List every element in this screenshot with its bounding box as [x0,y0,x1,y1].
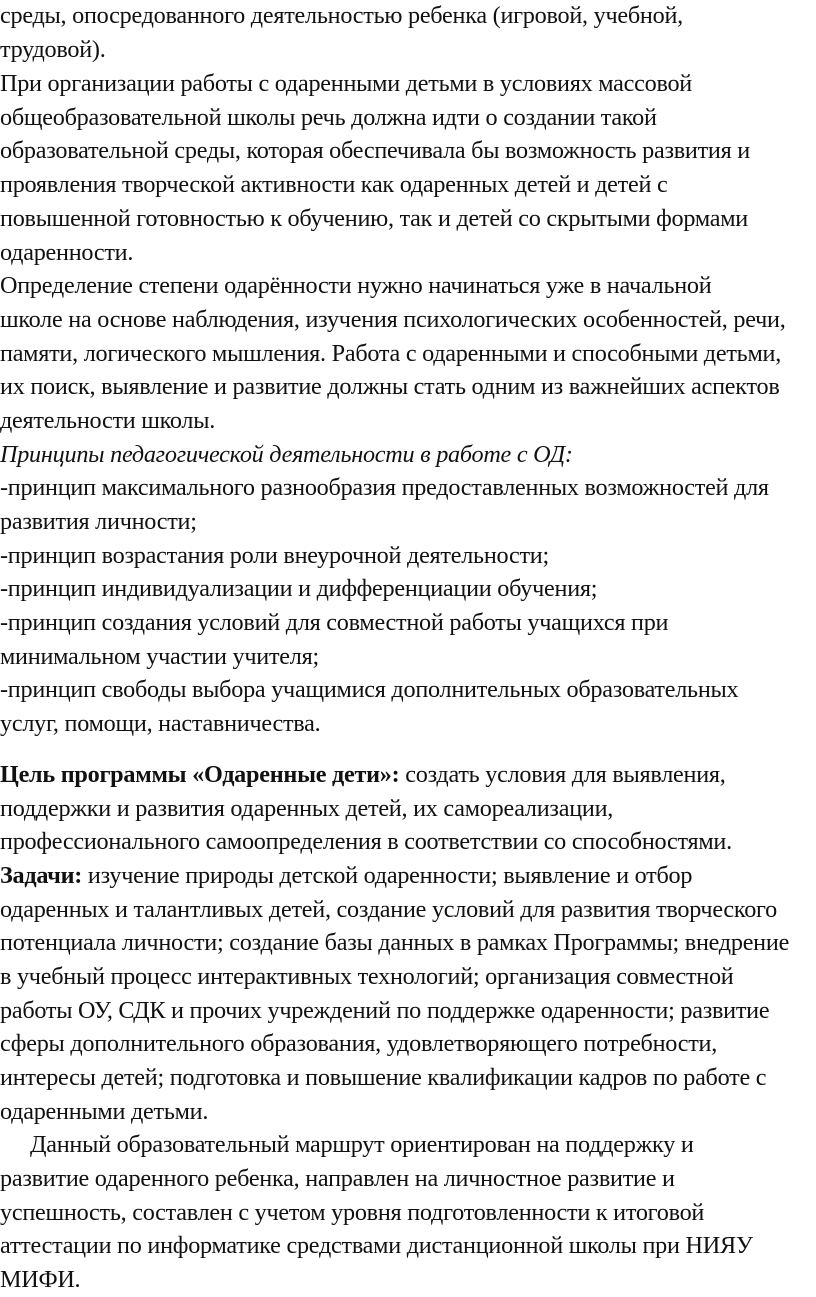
principle-item: -принцип возрастания роли внеурочной деятельности; [0,542,549,569]
tasks-line [0,859,692,893]
text-line: работы ОУ, СДК и прочих учреждений по поддержке одаренности; развитие [0,997,770,1024]
text-line: МИФИ. [0,1266,81,1293]
principles-heading: Принципы педагогической деятельности в работе с ОД: [0,441,573,468]
principle-item: -принцип максимального разнообразия предоставленных возможностей для [0,474,769,501]
text-line: Данный образовательный маршрут ориентирован на поддержку и [30,1131,694,1158]
text-line: одаренности. [0,239,134,266]
text-line: школе на основе наблюдения, изучения психологических особенностей, речи, [0,306,786,333]
text-line: проявления творческой активности как одаренных детей и детей с [0,171,668,198]
goal-text: создать условия для выявления, [399,761,726,788]
text-line: общеобразовательной школы речь должна идти о создании такой [0,104,657,131]
text-line: образовательной среды, которая обеспечивала бы возможность развития и [0,137,750,164]
text-line: трудовой). [0,36,106,63]
text-line: среды, опосредованного деятельностью ребенка (игровой, учебной, [0,2,683,29]
text-line: профессионального самоопределения в соответствии со способностями. [0,828,732,855]
text-line: При организации работы с одаренными детьми в условиях массовой [0,70,692,97]
text-line: одаренных и талантливых детей, создание условий для развития творческого [0,896,777,923]
text-line: успешность, составлен с учетом уровня подготовленности к итоговой [0,1199,705,1226]
text-line: в учебный процесс интерактивных технологий; организация совместной [0,963,734,990]
principle-item: развития личности; [0,508,197,535]
text-line: Определение степени одарённости нужно начинаться уже в начальной [0,272,712,299]
goal-line [0,758,726,792]
text-line: сферы дополнительного образования, удовлетворяющего потребности, [0,1030,718,1057]
text-line: памяти, логического мышления. Работа с одаренными и способными детьми, [0,340,781,367]
tasks-text: изучение природы детской одаренности; выявление и отбор [82,862,693,889]
principle-item: минимальном участии учителя; [0,643,319,670]
principle-item: -принцип создания условий для совместной работы учащихся при [0,609,669,636]
goal-label: Цель программы «Одаренные дети»: [0,761,400,788]
text-line: поддержки и развития одаренных детей, их самореализации, [0,795,614,822]
principle-item: -принцип свободы выбора учащимися дополнительных образовательных [0,676,739,703]
text-line: одаренными детьми. [0,1098,209,1125]
principle-item: -принцип индивидуализации и дифференциации обучения; [0,575,598,602]
text-line: их поиск, выявление и развитие должны стать одним из важнейших аспектов [0,373,780,400]
text-line: аттестации по информатике средствами дистанционной школы при НИЯУ [0,1232,753,1259]
text-line: развитие одаренного ребенка, направлен на личностное развитие и [0,1165,675,1192]
text-line: потенциала личности; создание базы данных в рамках Программы; внедрение [0,929,790,956]
text-line: деятельности школы. [0,407,216,434]
principle-item: услуг, помощи, наставничества. [0,710,321,737]
text-line: интересы детей; подготовка и повышение квалификации кадров по работе с [0,1064,767,1091]
text-line: повышенной готовностью к обучению, так и детей со скрытыми формами [0,205,748,232]
tasks-label: Задачи: [0,862,83,889]
